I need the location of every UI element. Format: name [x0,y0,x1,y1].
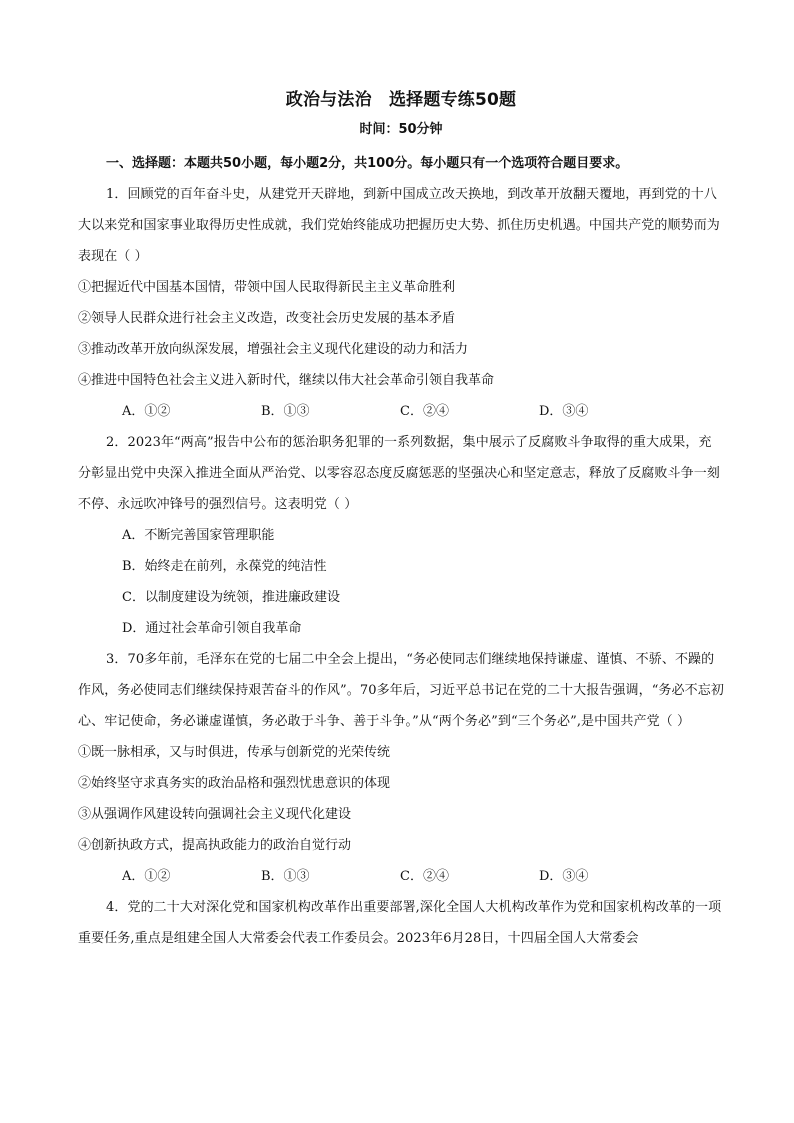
page-title: 政治与法治 选择题专练50题 [285,90,517,110]
statement: ②始终坚守求真务实的政治品格和强烈忧患意识的体现 [78,776,391,791]
statement: ③推动改革开放向纵深发展，增强社会主义现代化建设的动力和活力 [78,342,469,357]
option-b: B．①③ [261,869,310,884]
statement-list [78,737,724,861]
option-a: A．①② [122,869,171,884]
statement-list [78,272,724,396]
question-stem: 4．党的二十大对深化党和国家机构改革作出重要部署,深化全国人大机构改革作为党和国家机构改革的一项重要任务,重点是组建全国人大常委会代表工作委员会。2023年6月28日，十四届全国人大常委会 [78,900,722,946]
exam-time: 时间：50分钟 [359,122,443,137]
question-3 [78,644,724,892]
option-d: D．③④ [539,869,589,884]
option-c: C．以制度建设为统领，推进廉政建设 [122,590,340,605]
answer-options [78,396,724,427]
answer-options [78,520,724,644]
question-stem: 2．2023年“两高”报告中公布的惩治职务犯罪的一系列数据，集中展示了反腐败斗争取得的重大成果，充分彰显出党中央深入推进全面从严治党、以零容忍态度反腐惩恶的坚强决心和坚定意志，释放了反腐败斗争一刻不停、永远吹冲锋号的强烈信号。这表明党（ ） [78,435,720,512]
statement: ①既一脉相承，又与时俱进，传承与创新党的光荣传统 [78,745,391,760]
section-instruction: 一、选择题：本题共50小题，每小题2分，共100分。每小题只有一个选项符合题目要求。 [106,156,629,171]
statement: ④创新执政方式，提高执政能力的政治自觉行动 [78,838,352,853]
option-c: C．②④ [400,869,449,884]
answer-options [78,861,724,892]
question-stem: 3．70多年前，毛泽东在党的七届二中全会上提出，“务必使同志们继续地保持谦虚、谨慎、不骄、不躁的作风，务必使同志们继续保持艰苦奋斗的作风”。70多年后，习近平总书记在党的二十大报告强调，“务必不忘初心、牢记使命，务必谦虚谨慎，务必敢于斗争、善于斗争。”从“两个务必”到“三个务必”,是中国共产党（ ） [78,652,724,729]
option-b: B．始终走在前列，永葆党的纯洁性 [122,559,327,574]
question-2 [78,427,724,644]
question-stem: 1．回顾党的百年奋斗史，从建党开天辟地，到新中国成立改天换地，到改革开放翻天覆地，再到党的十八大以来党和国家事业取得历史性成就，我们党始终能成功把握历史大势、抓住历史机遇。中国共产党的顺势而为表现在（ ） [78,187,720,264]
option-d: D．③④ [539,404,589,419]
statement: ①把握近代中国基本国情，带领中国人民取得新民主主义革命胜利 [78,280,456,295]
question-1 [78,179,724,427]
option-a: A．不断完善国家管理职能 [122,528,275,543]
option-c: C．②④ [400,404,449,419]
document-content [78,82,724,954]
statement: ②领导人民群众进行社会主义改造，改变社会历史发展的基本矛盾 [78,311,456,326]
option-d: D．通过社会革命引领自我革命 [122,621,302,636]
question-4 [78,892,724,954]
statement: ③从强调作风建设转向强调社会主义现代化建设 [78,807,352,822]
option-a: A．①② [122,404,171,419]
statement: ④推进中国特色社会主义进入新时代，继续以伟大社会革命引领自我革命 [78,373,495,388]
option-b: B．①③ [261,404,310,419]
